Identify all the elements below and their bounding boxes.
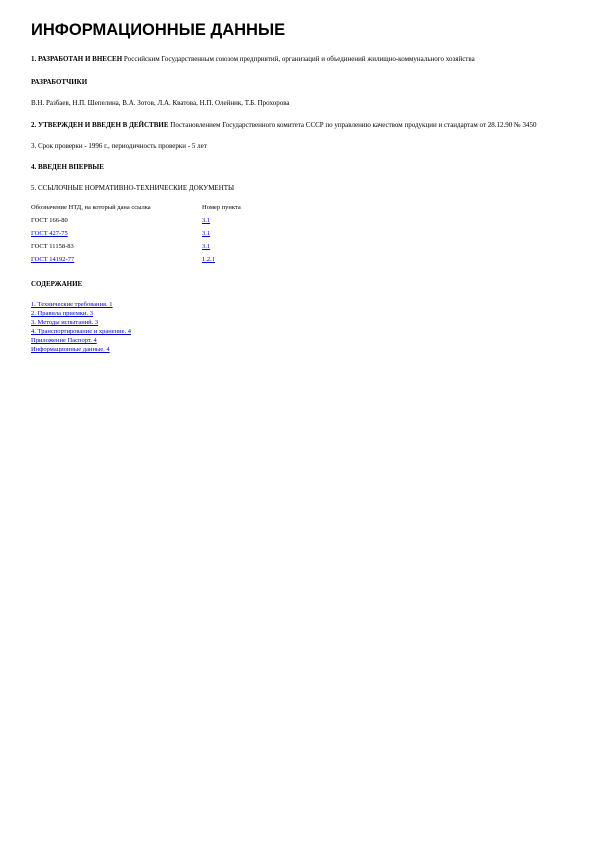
toc-link[interactable]: 3. Методы испытаний. 3 xyxy=(31,319,99,326)
page-title: ИНФОРМАЦИОННЫЕ ДАННЫЕ xyxy=(31,21,286,39)
ref-doc-text: ГОСТ 11158-83 xyxy=(31,243,74,250)
section-introduced: 4. ВВЕДЕН ВПЕРВЫЕ xyxy=(31,163,104,171)
ref-doc-cell xyxy=(31,227,202,240)
ref-doc-link[interactable]: ГОСТ 427-75 xyxy=(31,230,68,237)
section-developed-by xyxy=(31,54,551,64)
section-review-period: 3. Срок проверки - 1996 г., периодичность проверки - 5 лет xyxy=(31,142,207,150)
references-header-doc: Обозначение НТД, на который дана ссылка xyxy=(31,204,151,211)
toc-link[interactable]: 1. Технические требования. 1 xyxy=(31,301,113,308)
document-page xyxy=(31,20,551,354)
references-header-row xyxy=(31,201,241,214)
toc-link[interactable]: Приложение Паспорт. 4 xyxy=(31,337,97,344)
table-row xyxy=(31,253,241,266)
references-table xyxy=(31,201,241,266)
ref-item-link[interactable]: 3.1 xyxy=(202,243,211,250)
section-references-heading: 5. ССЫЛОЧНЫЕ НОРМАТИВНО-ТЕХНИЧЕСКИЕ ДОКУМЕНТЫ xyxy=(31,184,235,192)
ref-doc-cell xyxy=(31,253,202,266)
section-developed-by-text: Российским Государственным союзом предприятий, организаций и объединений жилищно-коммунального хозяйства xyxy=(122,55,475,63)
ref-item-link[interactable]: 1.2.1 xyxy=(202,256,215,263)
ref-item-link[interactable]: 3.1 xyxy=(202,217,211,224)
ref-item-link[interactable]: 3.1 xyxy=(202,230,211,237)
ref-item-cell xyxy=(202,227,241,240)
section-approved-lead: 2. УТВЕРЖДЕН И ВВЕДЕН В ДЕЙСТВИЕ xyxy=(31,121,169,129)
developers-names: В.Н. Разбаев, Н.П. Шепелина, В.А. Зотов, Л.А. Кватова, Н.П. Олейник, Т.Б. Прохорова xyxy=(31,99,290,107)
toc-link[interactable]: Информационные данные. 4 xyxy=(31,346,110,353)
ref-doc-cell xyxy=(31,240,202,253)
ref-item-cell xyxy=(202,214,241,227)
table-row xyxy=(31,227,241,240)
ref-doc-text: ГОСТ 166-80 xyxy=(31,217,68,224)
toc-link[interactable]: 4. Транспортирование и хранение. 4 xyxy=(31,328,131,335)
ref-doc-link[interactable]: ГОСТ 14192-77 xyxy=(31,256,75,263)
section-approved xyxy=(31,120,551,130)
ref-doc-cell xyxy=(31,214,202,227)
ref-item-cell xyxy=(202,240,241,253)
ref-item-cell xyxy=(202,253,241,266)
table-row xyxy=(31,240,241,253)
table-of-contents xyxy=(31,300,551,354)
references-header-item: Номер пункта xyxy=(202,204,241,211)
section-developed-by-lead: 1. РАЗРАБОТАН И ВНЕСЕН xyxy=(31,55,123,63)
toc-link[interactable]: 2. Правила приемки. 3 xyxy=(31,310,93,317)
table-row xyxy=(31,214,241,227)
section-approved-text: Постановлением Государственного комитета СССР по управлению качеством продукции и стандартам от 28.12.90 № 3450 xyxy=(168,121,537,129)
developers-heading: РАЗРАБОТЧИКИ xyxy=(31,78,88,86)
toc-heading: СОДЕРЖАНИЕ xyxy=(31,280,83,288)
